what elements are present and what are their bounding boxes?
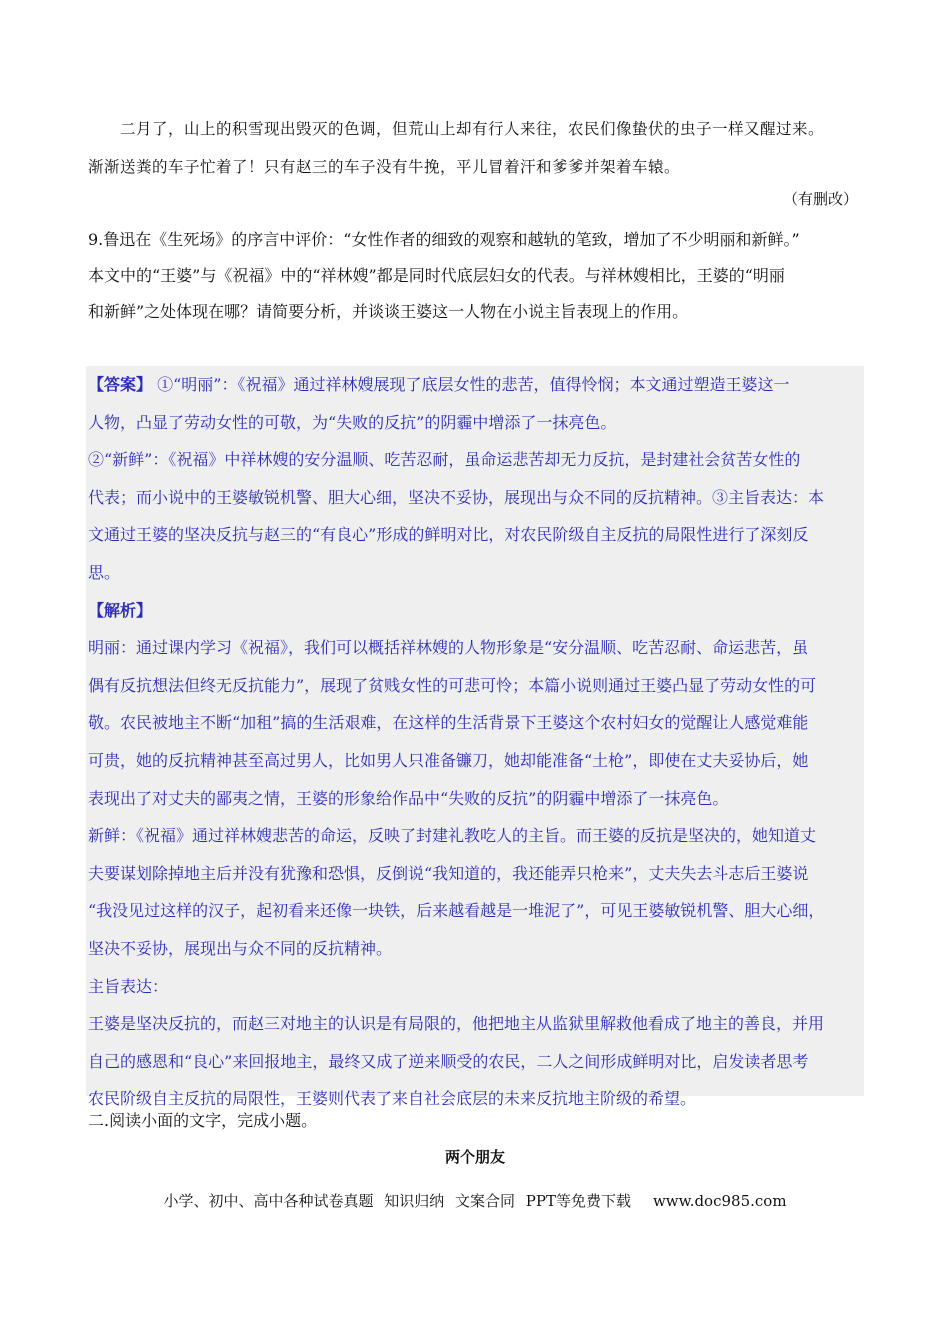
- analysis-line-3: 敬。农民被地主不断“加租”搞的生活艰难，在这样的生活背景下王婆这个农村妇女的觉醒让人感觉难能: [88, 713, 809, 733]
- question-line-3: 和新鲜”之处体现在哪？请简要分析，并谈谈王婆这一人物在小说主旨表现上的作用。: [88, 302, 689, 321]
- analysis-line-4: 可贵，她的反抗精神甚至高过男人，比如男人只准备镰刀，她却能准备“土枪”，即使在丈夫妥协后，她: [88, 750, 809, 770]
- analysis-tag: 【解析】: [88, 600, 153, 620]
- answer-line-3: ②“新鲜”：《祝福》中祥林嫂的安分温顺、吃苦忍耐，虽命运悲苦却无力反抗，是封建社会贫苦女性的: [88, 450, 801, 470]
- answer-block: [86, 366, 864, 1109]
- story-line-2: 渐渐送粪的车子忙着了！只有赵三的车子没有牛挽，平儿冒着汗和爹爹并架着车辕。: [88, 158, 681, 176]
- analysis-line-6: 新鲜：《祝福》通过祥林嫂悲苦的命运，反映了封建礼教吃人的主旨。而王婆的反抗是坚决的，她知道丈: [88, 826, 817, 846]
- analysis-line-9: 坚决不妥协，展现出与众不同的反抗精神。: [88, 938, 393, 958]
- edit-note: （有删改）: [782, 190, 858, 208]
- analysis-line-7: 夫要谋划除掉地主后并没有犹豫和恐惧，反倒说“我知道的，我还能弄只枪来”，丈夫失去斗志后王婆说: [88, 863, 809, 883]
- story-title: 两个朋友: [444, 1148, 505, 1166]
- question-line-1: 9.鲁迅在《生死场》的序言中评价：“女性作者的细致的观察和越轨的笔致，增加了不少明丽和新鲜。”: [88, 230, 800, 249]
- story-line-1: 二月了，山上的积雪现出毁灭的色调，但荒山上却有行人来往，农民们像蛰伏的虫子一样又醒过来。: [120, 120, 825, 138]
- analysis-line-11: 王婆是坚决反抗的，而赵三对地主的认识是有局限的，他把地主从监狱里解救他看成了地主的善良，并用: [88, 1014, 825, 1034]
- question-line-2: 本文中的“王婆”与《祝福》中的“祥林嫂”都是同时代底层妇女的代表。与祥林嫂相比，王婆的“明丽: [88, 266, 785, 285]
- analysis-line-1: 明丽：通过课内学习《祝福》，我们可以概括祥林嫂的人物形象是“安分温顺、吃苦忍耐、命运悲苦，虽: [88, 638, 809, 658]
- footer-text: 小学、初中、高中各种试卷真题 知识归纳 文案合同 PPT等免费下载: [163, 1192, 631, 1210]
- answer-line-6: 思。: [88, 562, 121, 582]
- footer-url[interactable]: www.doc985.com: [652, 1192, 787, 1210]
- footer: [0, 1190, 950, 1211]
- analysis-line-13: 农民阶级自主反抗的局限性，王婆则代表了来自社会底层的未来反抗地主阶级的希望。: [88, 1089, 697, 1109]
- analysis-line-10: 主旨表达：: [88, 976, 169, 996]
- analysis-line-8: “我没见过这样的汉子，起初看来还像一块铁，后来越看越是一堆泥了”，可见王婆敏锐机警、胆大心细，: [88, 901, 825, 921]
- analysis-line-2: 偶有反抗想法但终无反抗能力”，展现了贫贱女性的可悲可怜；本篇小说则通过王婆凸显了劳动女性的可: [88, 675, 817, 695]
- analysis-line-12: 自己的感恩和“良心”来回报地主，最终又成了逆来顺受的农民，二人之间形成鲜明对比，启发读者思考: [88, 1051, 809, 1071]
- section-heading: 二.阅读小面的文字，完成小题。: [88, 1111, 318, 1130]
- answer-line-5: 文通过王婆的坚决反抗与赵三的“有良心”形成的鲜明对比，对农民阶级自主反抗的局限性进行了深刻反: [88, 525, 809, 545]
- answer-line-1: 【答案】 ①“明丽”：《祝福》通过祥林嫂展现了底层女性的悲苦，值得怜悯；本文通过塑造王婆这一: [88, 375, 790, 394]
- answer-line-4: 代表；而小说中的王婆敏锐机警、胆大心细，坚决不妥协，展现出与众不同的反抗精神。③主旨表达：本: [88, 487, 825, 507]
- answer-line-2: 人物，凸显了劳动女性的可敬，为“失败的反抗”的阴霾中增添了一抹亮色。: [88, 412, 617, 432]
- analysis-line-5: 表现出了对丈夫的鄙夷之情，王婆的形象给作品中“失败的反抗”的阴霾中增添了一抹亮色。: [88, 788, 729, 808]
- answer-tag: 【答案】: [88, 375, 153, 394]
